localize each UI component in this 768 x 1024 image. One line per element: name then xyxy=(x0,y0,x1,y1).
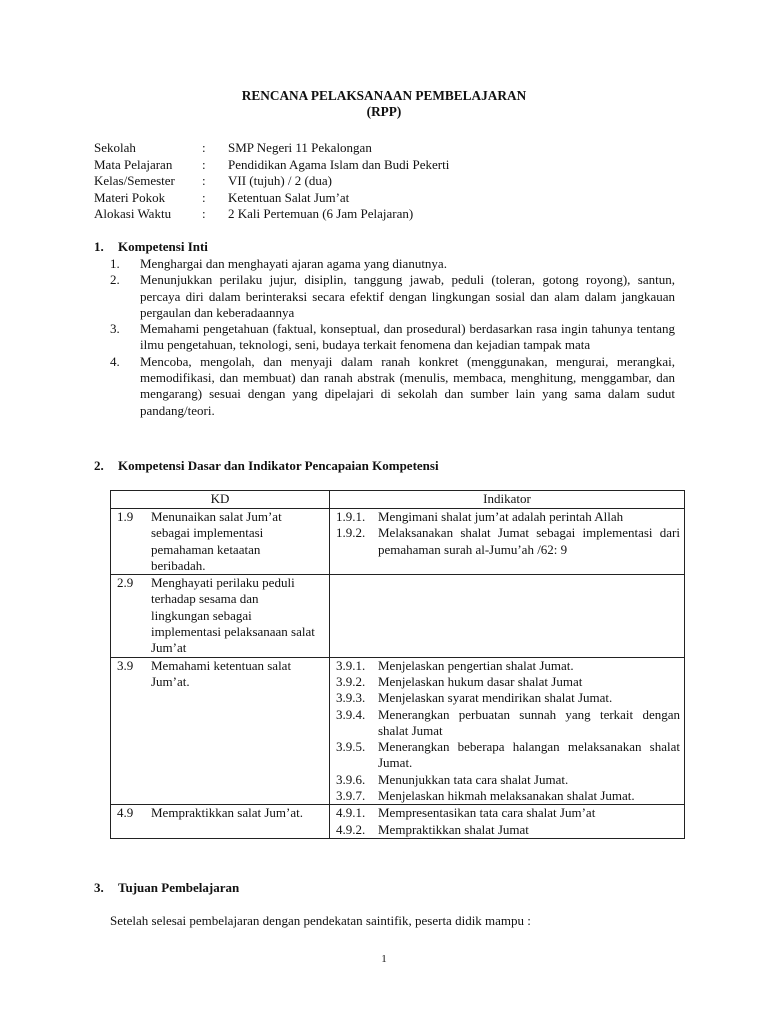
indicator-item xyxy=(336,822,680,838)
kd-cell xyxy=(111,805,330,839)
identity-row xyxy=(94,190,449,207)
indicator-number: 3.9.1. xyxy=(336,657,366,673)
identity-row xyxy=(94,206,449,223)
section-heading xyxy=(94,239,208,255)
indicator-number: 1.9.1. xyxy=(336,509,366,524)
table-header-row xyxy=(111,491,685,509)
column-header-kd: KD xyxy=(111,491,330,509)
kd-number: 1.9 xyxy=(117,509,134,524)
section-number: 3. xyxy=(94,880,104,895)
list-item-number: 1. xyxy=(110,256,120,271)
identity-value: 2 Kali Pertemuan (6 Jam Pelajaran) xyxy=(228,206,414,221)
identity-value: VII (tujuh) / 2 (dua) xyxy=(228,173,332,188)
indicator-number: 3.9.3. xyxy=(336,690,366,706)
list-item xyxy=(110,354,675,419)
kd-text: Memahami ketentuan salat Jum’at. xyxy=(151,657,292,689)
table-row xyxy=(111,575,685,657)
indicator-text: Menerangkan beberapa halangan melaksanakan shalat Jumat. xyxy=(378,739,680,771)
identity-colon: : xyxy=(202,156,206,172)
identity-label: Alokasi Waktu xyxy=(94,206,172,221)
indicator-text: Mempresentasikan tata cara shalat Jum’at xyxy=(378,805,596,821)
column-header-indikator: Indikator xyxy=(330,491,685,509)
identity-value: SMP Negeri 11 Pekalongan xyxy=(228,140,372,155)
kd-text: Mempraktikkan salat Jum’at. xyxy=(151,805,303,821)
indicator-item xyxy=(336,525,680,558)
indicator-number: 4.9.1. xyxy=(336,805,366,821)
list-item-text: Mencoba, mengolah, dan menyaji dalam ranah konkret (menggunakan, mengurai, merangkai, memodifikasi, dan membuat) dan ranah abstrak (menulis, membaca, menghitung, menggambar, dan mengarang) sesuai dengan yang dipelajari di sekolah dan sumber lain yang sama dalam sudut pandang/teori. xyxy=(140,353,675,418)
kd-indikator-table xyxy=(110,490,685,839)
identity-colon: : xyxy=(202,206,206,221)
table-row xyxy=(111,805,685,839)
indicator-number: 4.9.2. xyxy=(336,821,366,837)
kd-cell xyxy=(111,575,330,657)
indikator-cell xyxy=(330,805,685,839)
list-item-number: 4. xyxy=(110,353,120,369)
indicator-item xyxy=(336,739,680,772)
kd-text: Menghayati perilaku peduli terhadap sesama dan lingkungan sebagai implementasi pelaksanaan salat Jum’at xyxy=(151,575,315,656)
indicator-text: Mempraktikkan shalat Jumat xyxy=(378,821,529,837)
indicator-text: Menunjukkan tata cara shalat Jumat. xyxy=(378,771,569,787)
identity-colon: : xyxy=(202,189,206,205)
page-number: 1 xyxy=(381,953,387,965)
indicator-item xyxy=(336,674,680,690)
indicator-text: Menerangkan perbuatan sunnah yang terkait dengan shalat Jumat xyxy=(378,706,680,738)
document-subtitle: (RPP) xyxy=(366,104,402,119)
list-item xyxy=(110,321,675,354)
identity-block xyxy=(94,140,449,223)
list-item xyxy=(110,272,675,321)
section-title: Kompetensi Inti xyxy=(118,239,208,254)
section-number: 2. xyxy=(94,458,104,473)
indikator-cell xyxy=(330,509,685,575)
kompetensi-inti-list xyxy=(110,256,675,419)
identity-value: Pendidikan Agama Islam dan Budi Pekerti xyxy=(228,156,450,172)
indicator-number: 3.9.5. xyxy=(336,739,366,755)
indicator-item xyxy=(336,707,680,740)
kd-text: Menunaikan salat Jum’at sebagai implementasi pemahaman ketaatan beribadah. xyxy=(151,509,282,573)
list-item-number: 3. xyxy=(110,321,120,337)
indicator-text: Menjelaskan hikmah melaksanakan shalat Jumat. xyxy=(378,788,635,804)
kd-cell xyxy=(111,657,330,805)
list-item-number: 2. xyxy=(110,272,120,288)
indicator-text: Menjelaskan hukum dasar shalat Jumat xyxy=(378,673,583,689)
indicator-item xyxy=(336,788,680,804)
indicator-number: 3.9.2. xyxy=(336,673,366,689)
indicator-item xyxy=(336,509,680,525)
kd-number: 3.9 xyxy=(117,657,134,673)
indicator-text: Mengimani shalat jum’at adalah perintah Allah xyxy=(378,509,624,524)
section-title: Tujuan Pembelajaran xyxy=(118,880,240,895)
document-title: RENCANA PELAKSANAAN PEMBELAJARAN xyxy=(241,88,527,103)
list-item-text: Menghargai dan menghayati ajaran agama yang dianutnya. xyxy=(140,256,447,271)
list-item-text: Memahami pengetahuan (faktual, konseptual, dan prosedural) berdasarkan rasa ingin tahunya tentang ilmu pengetahuan, teknologi, seni, budaya terkait fenomena dan kejadian tampak mata xyxy=(140,321,675,353)
table-row xyxy=(111,657,685,805)
indicator-item xyxy=(336,805,680,821)
section-heading xyxy=(94,458,439,474)
identity-colon: : xyxy=(202,140,206,155)
section-heading xyxy=(94,880,239,896)
kd-number: 2.9 xyxy=(117,575,134,591)
indicator-text: Melaksanakan shalat Jumat sebagai implementasi dari pemahaman surah al-Jumu’ah /62: 9 xyxy=(378,525,680,557)
kd-cell xyxy=(111,509,330,575)
table-row xyxy=(111,509,685,575)
indicator-text: Menjelaskan pengertian shalat Jumat. xyxy=(378,657,574,673)
list-item-text: Menunjukkan perilaku jujur, disiplin, tanggung jawab, peduli (toleran, gotong royong), santun, percaya diri dalam berinteraksi secara efektif dengan lingkungan sosial dan alam dalam jangkauan pergaulan dan keberadaannya xyxy=(140,272,675,320)
section-number: 1. xyxy=(94,239,104,254)
indicator-number: 1.9.2. xyxy=(336,525,366,541)
identity-row xyxy=(94,173,449,190)
list-item xyxy=(110,256,675,272)
indicator-number: 3.9.4. xyxy=(336,706,366,722)
section-paragraph: Setelah selesai pembelajaran dengan pendekatan saintifik, peserta didik mampu : xyxy=(110,913,531,928)
indikator-cell xyxy=(330,575,685,657)
identity-label: Sekolah xyxy=(94,140,136,155)
indicator-item xyxy=(336,690,680,706)
indikator-cell xyxy=(330,657,685,805)
indicator-number: 3.9.6. xyxy=(336,771,366,787)
indicator-item xyxy=(336,658,680,674)
section-title: Kompetensi Dasar dan Indikator Pencapaian Kompetensi xyxy=(118,458,439,473)
identity-value: Ketentuan Salat Jum’at xyxy=(228,189,350,205)
identity-row xyxy=(94,157,449,174)
indicator-text: Menjelaskan syarat mendirikan shalat Jumat. xyxy=(378,690,613,706)
indicator-item xyxy=(336,772,680,788)
kd-number: 4.9 xyxy=(117,805,134,821)
identity-colon: : xyxy=(202,173,206,188)
indicator-number: 3.9.7. xyxy=(336,788,366,804)
identity-label: Kelas/Semester xyxy=(94,173,175,188)
identity-row xyxy=(94,140,449,157)
identity-label: Materi Pokok xyxy=(94,189,166,205)
identity-label: Mata Pelajaran xyxy=(94,156,173,172)
